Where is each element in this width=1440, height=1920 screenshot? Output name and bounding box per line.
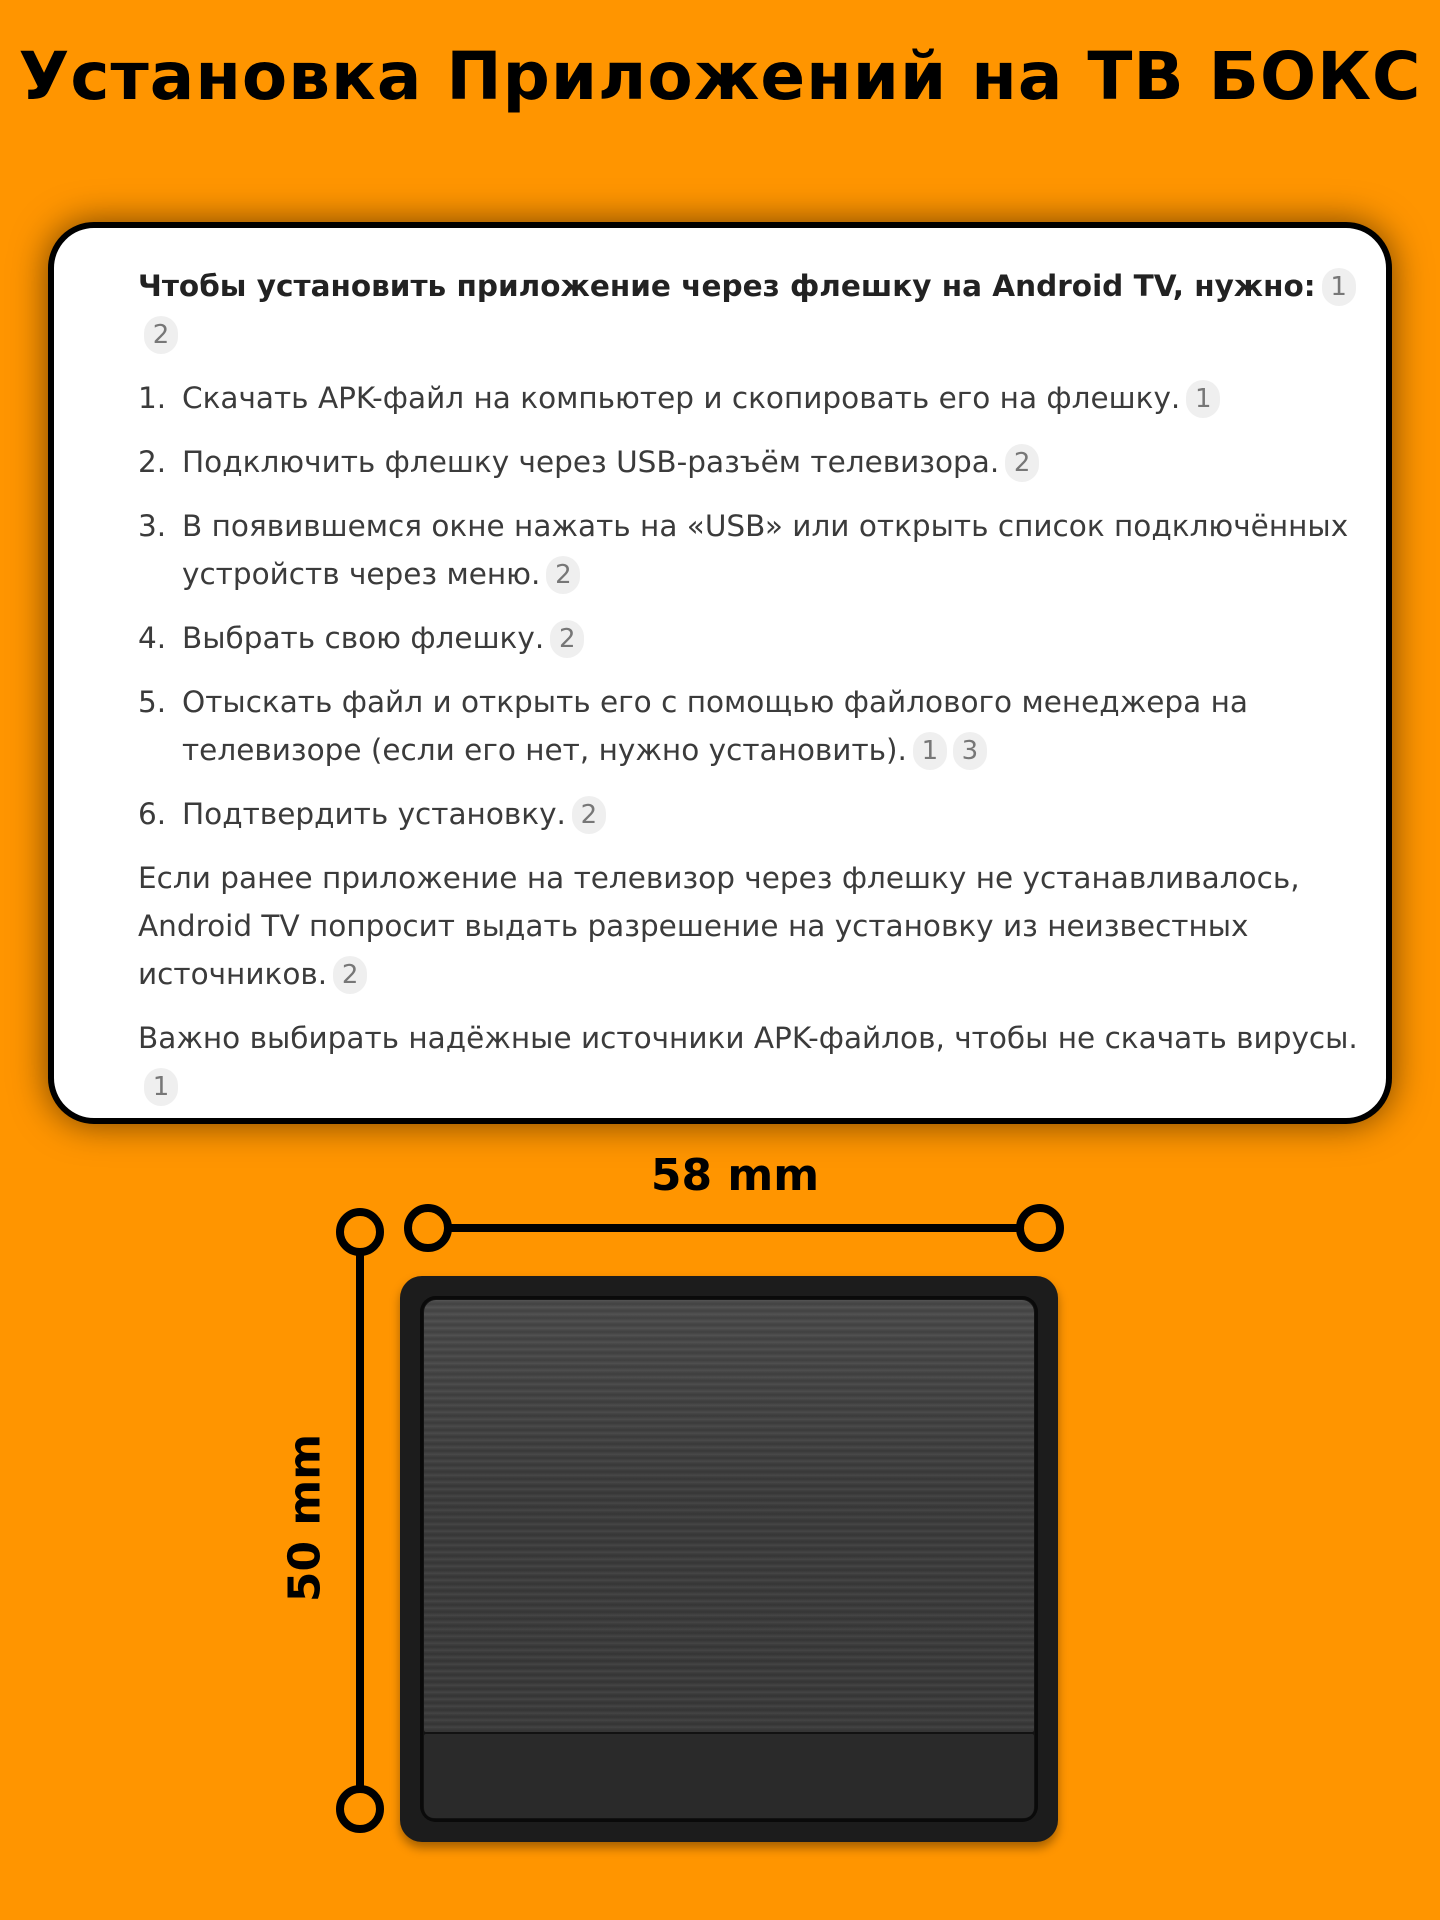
step-number: 3. (138, 509, 167, 543)
width-line-start-marker (408, 1208, 448, 1248)
citation-badge[interactable]: 2 (333, 956, 367, 994)
citation-badge[interactable]: 3 (953, 732, 987, 770)
width-dimension-label: 58 mm (650, 1150, 820, 1201)
citation-badge[interactable]: 2 (1005, 444, 1039, 482)
tv-box-base (424, 1734, 1034, 1818)
tv-box-face (420, 1296, 1038, 1822)
page-title: Установка Приложений на ТВ БОКС (18, 38, 1422, 115)
height-dimension-label: 50 mm (279, 1433, 331, 1603)
tv-box-device (400, 1276, 1058, 1842)
step-number: 5. (138, 685, 167, 719)
step-text: Подключить флешку через USB-разъём телевизора. (182, 445, 1000, 479)
citation-badge[interactable]: 1 (913, 732, 947, 770)
step-text: В появившемся окне нажать на «USB» или открыть список подключённых устройств через меню. (182, 509, 1349, 591)
note-text: Если ранее приложение на телевизор через флешку не устанавливалось, Android TV попросит выдать разрешение на установку из неизвестных источников. (138, 861, 1300, 991)
citation-badge[interactable]: 2 (546, 556, 580, 594)
note-text: Важно выбирать надёжные источники APK-файлов, чтобы не скачать вирусы. (138, 1021, 1358, 1055)
step-number: 1. (138, 381, 167, 415)
lead-text: Чтобы установить приложение через флешку на Android TV, нужно: (138, 269, 1316, 303)
citation-badge[interactable]: 2 (572, 796, 606, 834)
step-text: Выбрать свою флешку. (182, 621, 545, 655)
step-number: 4. (138, 621, 167, 655)
citation-badge[interactable]: 1 (1186, 380, 1220, 418)
step-text: Подтвердить установку. (182, 797, 566, 831)
citation-badge[interactable]: 1 (1322, 268, 1356, 306)
height-line-bottom-marker (340, 1789, 380, 1829)
step-number: 2. (138, 445, 167, 479)
height-line-top-marker (340, 1212, 380, 1252)
step-text: Скачать APK-файл на компьютер и скопировать его на флешку. (182, 381, 1181, 415)
width-line-end-marker (1020, 1208, 1060, 1248)
citation-badge[interactable]: 2 (144, 316, 178, 354)
step-number: 6. (138, 797, 167, 831)
citation-badge[interactable]: 1 (144, 1068, 178, 1106)
citation-badge[interactable]: 2 (550, 620, 584, 658)
tv-box-top-panel (424, 1300, 1034, 1732)
step-text: Отыскать файл и открыть его с помощью файлового менеджера на телевизоре (если его нет, нужно установить). (182, 685, 1248, 767)
